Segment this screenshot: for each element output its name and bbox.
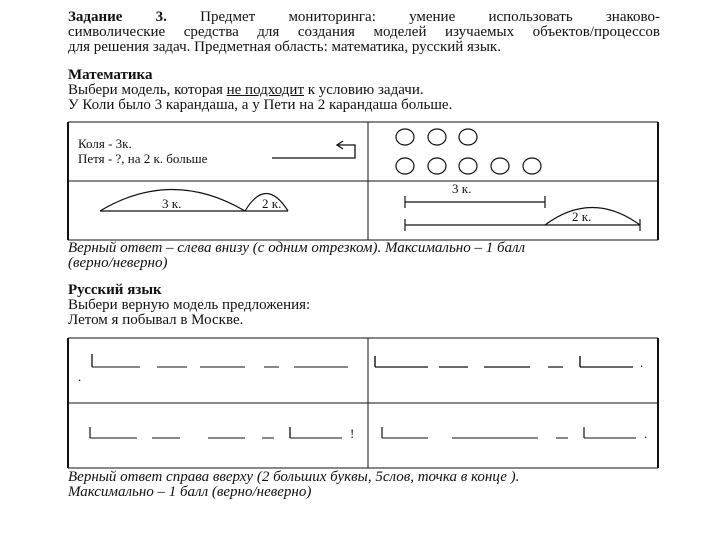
- task-description-line2: символические средства для создания моделей изучаемых объектов/процессов: [68, 24, 660, 40]
- sentence-model-top-right: [375, 356, 633, 367]
- task-heading-rest: Предмет мониторинга: умение использовать знаково-: [200, 9, 660, 25]
- math-table-grid: [68, 122, 658, 240]
- math-answer-line2: (верно/неверно): [68, 255, 168, 271]
- segment-model: [405, 196, 640, 231]
- russian-table-grid: [68, 338, 658, 468]
- return-arrow: [272, 141, 355, 158]
- segment-label-3k: 3 к.: [452, 181, 472, 196]
- kolya-condition: Коля - 3к.: [78, 136, 132, 151]
- segment-label-2k: 2 к.: [572, 209, 592, 224]
- russian-instruction: Выбери верную модель предложения:: [68, 297, 311, 313]
- task-description-line3: для решения задач. Предметная область: математика, русский язык.: [68, 39, 501, 55]
- russian-answer-line2: Максимально – 1 балл (верно/неверно): [68, 484, 312, 500]
- math-instruction-post: к условию задачи.: [304, 82, 424, 98]
- arc-label-2k: 2 к.: [262, 196, 282, 211]
- sentence-model-bottom-left: [90, 427, 342, 438]
- arc-label-3k: 3 к.: [162, 196, 182, 211]
- period-mark-top-right: .: [640, 355, 644, 370]
- task-heading: Задание 3.: [68, 9, 167, 25]
- math-problem: У Коли было 3 карандаша, а у Пети на 2 карандаша больше.: [68, 97, 453, 113]
- math-answer-line1: Верный ответ – слева внизу (с одним отрезком). Максимально – 1 балл: [68, 240, 526, 256]
- circles-model: [396, 129, 541, 174]
- russian-answer-line1: Верный ответ справа вверху (2 больших буквы, 5слов, точка в конце ).: [68, 469, 520, 485]
- arc-model: [100, 190, 288, 212]
- russian-title: Русский язык: [68, 282, 162, 298]
- petya-condition: Петя - ?, на 2 к. больше: [78, 151, 208, 166]
- exclaim-mark-bottom-left: !: [350, 426, 355, 441]
- math-instruction-underlined: не подходит: [226, 82, 304, 98]
- math-instruction-pre: Выбери модель, которая: [68, 82, 227, 98]
- russian-sentence: Летом я побывал в Москве.: [68, 312, 244, 328]
- sentence-model-top-left: [92, 354, 348, 367]
- period-mark-top-left: .: [78, 369, 82, 384]
- math-title: Математика: [68, 67, 153, 83]
- period-mark-bottom-right: .: [644, 426, 648, 441]
- sentence-model-bottom-right: [382, 427, 636, 438]
